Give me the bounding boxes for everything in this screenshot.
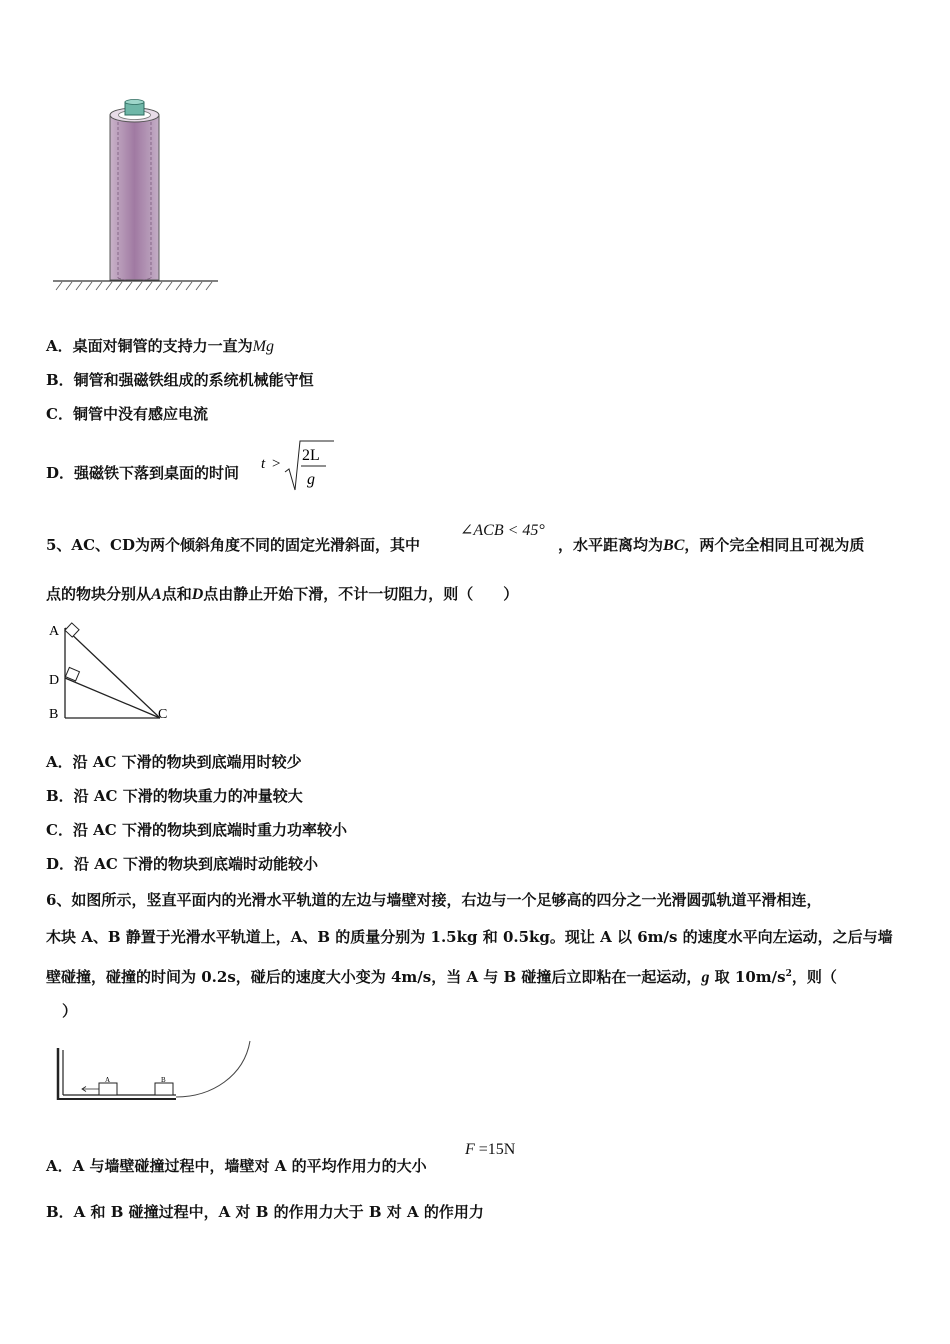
copper-tube-figure — [50, 98, 225, 298]
formula-t: t — [261, 456, 266, 472]
q4-option-d-formula — [258, 436, 338, 494]
q5-line2: 点的物块分别从A点和D点由静止开始下滑，不计一切阻力，则（ ） — [46, 585, 519, 603]
formula-den: g — [307, 471, 315, 488]
q5-option-a: A．沿 AC 下滑的物块到底端用时较少 — [46, 753, 302, 771]
incline-figure — [44, 618, 184, 728]
q5-line1-tail: ，水平距离均为BC，两个完全相同且可视为质 — [558, 536, 865, 554]
q6-line4: ） — [62, 1002, 78, 1020]
block-label-a: A — [105, 1076, 111, 1084]
q4-option-c: C．铜管中没有感应电流 — [46, 405, 208, 423]
q6-line3: 壁碰撞，碰撞的时间为 0.2s，碰后的速度大小变为 4m/s，当 A 与 B 碰撞后立即粘在一起运动，g 取 $10m/s^2$，则（ — [46, 968, 837, 986]
q5-line1 — [46, 535, 420, 555]
q6-line1: 6、如图所示，竖直平面内的光滑水平轨道的左边与墙壁对接，右边与一个足够高的四分之一光滑圆弧轨道平滑相连， — [46, 891, 822, 909]
track-figure — [52, 1038, 257, 1108]
formula-num: 2L — [302, 447, 320, 464]
formula-gt: > — [272, 456, 281, 472]
q5-option-d: D．沿 AC 下滑的物块到底端时动能较小 — [46, 855, 319, 873]
q5-angle-expr: ∠ACB < 45° — [460, 522, 545, 539]
q4-option-d — [46, 463, 239, 483]
label-a: A — [49, 624, 60, 639]
q4-option-b: B．铜管和强磁铁组成的系统机械能守恒 — [46, 371, 314, 389]
q5-line1-prefix: 5、AC、CD为两个倾斜角度不同的固定光滑斜面，其中 — [46, 536, 420, 554]
q5-option-c: C．沿 AC 下滑的物块到底端时重力功率较小 — [46, 821, 347, 839]
q5-option-b: B．沿 AC 下滑的物块重力的冲量较大 — [46, 787, 303, 805]
q4-option-a-var: Mg — [252, 338, 274, 355]
q6-line2: 木块 A、B 静置于光滑水平轨道上，A、B 的质量分别为 1.5kg 和 0.5kg。现让 A 以 6m/s 的速度水平向左运动，之后与墙 — [46, 928, 893, 946]
q6-option-a-formula: F =15N — [465, 1141, 516, 1158]
q4-option-a-text: A．桌面对铜管的支持力一直为 — [46, 337, 253, 355]
q6-option-b: B．A 和 B 碰撞过程中，A 对 B 的作用力大于 B 对 A 的作用力 — [46, 1203, 484, 1221]
label-c: C — [158, 707, 168, 722]
q6-option-a: A．A 与墙壁碰撞过程中，墙壁对 A 的平均作用力的大小 — [46, 1157, 427, 1175]
label-d: D — [49, 673, 60, 688]
block-label-b: B — [161, 1076, 166, 1084]
q5-bc: BC — [663, 537, 685, 554]
q6-g: g — [701, 969, 710, 986]
q4-option-d-text: D．强磁铁下落到桌面的时间 — [46, 464, 240, 482]
q4-option-a — [46, 336, 274, 357]
label-b: B — [49, 707, 59, 722]
